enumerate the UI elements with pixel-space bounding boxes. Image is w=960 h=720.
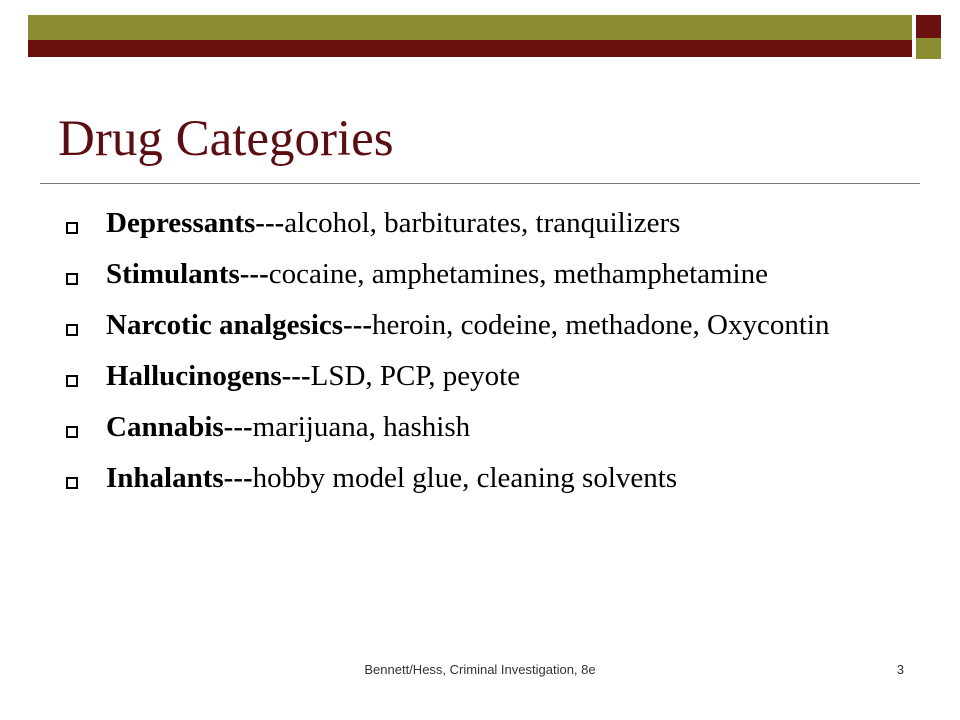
bullet-term: Cannabis--- <box>106 411 253 443</box>
bullet-term: Depressants--- <box>106 207 285 239</box>
bullet-list <box>66 206 896 512</box>
footer-citation: Bennett/Hess, Criminal Investigation, 8e <box>364 662 596 677</box>
bullet-item <box>66 359 896 394</box>
corner-square-olive <box>916 38 941 59</box>
slide-title: Drug Categories <box>58 111 394 167</box>
bullet-text: cocaine, amphetamines, methamphetamine <box>268 258 768 290</box>
square-bullet-icon <box>66 426 78 438</box>
bullet-text: heroin, codeine, methadone, Oxycontin <box>372 309 830 341</box>
bullet-term: Inhalants--- <box>106 462 253 494</box>
bullet-item <box>66 461 896 496</box>
header-band-maroon <box>28 40 912 57</box>
square-bullet-icon <box>66 222 78 234</box>
title-divider <box>40 183 920 184</box>
bullet-item <box>66 410 896 445</box>
bullet-text: hobby model glue, cleaning solvents <box>252 462 678 494</box>
square-bullet-icon <box>66 477 78 489</box>
bullet-term: Narcotic analgesics--- <box>106 309 373 341</box>
corner-square-maroon <box>916 15 941 38</box>
bullet-item <box>66 206 896 241</box>
square-bullet-icon <box>66 375 78 387</box>
bullet-text: marijuana, hashish <box>252 411 471 443</box>
bullet-term: Stimulants--- <box>106 258 269 290</box>
bullet-text: alcohol, barbiturates, tranquilizers <box>284 207 681 239</box>
square-bullet-icon <box>66 324 78 336</box>
bullet-item <box>66 257 896 292</box>
bullet-text: LSD, PCP, peyote <box>310 360 521 392</box>
page-number: 3 <box>896 662 904 677</box>
square-bullet-icon <box>66 273 78 285</box>
header-band-olive <box>28 15 912 40</box>
bullet-item <box>66 308 896 343</box>
bullet-term: Hallucinogens--- <box>106 360 311 392</box>
